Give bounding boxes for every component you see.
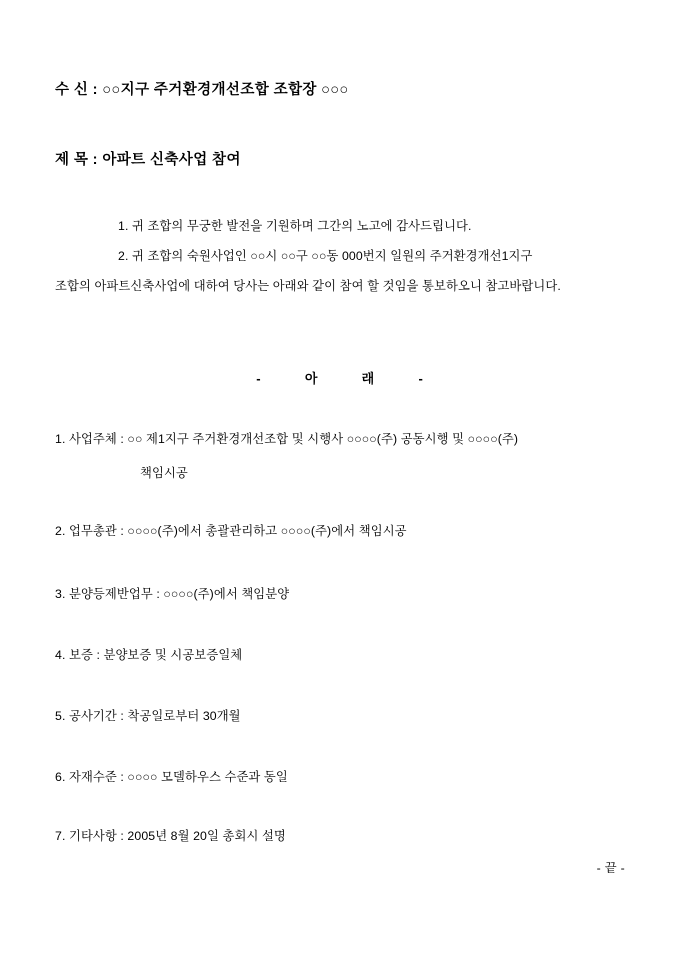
recipient-value: ○○지구 주거환경개선조합 조합장 ○○○ — [102, 82, 349, 98]
list-item — [55, 430, 635, 483]
list-item-text: 4. 보증 : 분양보증 및 시공보증일체 — [55, 648, 243, 662]
list-item-continuation: 책임시공 — [140, 465, 188, 480]
below-heading-dash-left: - — [256, 371, 262, 386]
end-mark: - 끝 - — [596, 861, 625, 875]
list-item-text: 7. 기타사항 : 2005년 8월 20일 총회시 설명 — [55, 829, 286, 843]
below-heading-word-2: 래 — [361, 371, 376, 386]
body-paragraph-2: 2. 귀 조합의 숙원사업인 ○○시 ○○구 ○○동 000번지 일원의 주거환경개선1지구 — [118, 249, 533, 263]
subject-line — [55, 148, 241, 169]
list-item-text: 5. 공사기간 : 착공일로부터 30개월 — [55, 709, 241, 723]
below-heading-dash-right: - — [418, 371, 424, 386]
list-item-text: 3. 분양등제반업무 : ○○○○(주)에서 책임분양 — [55, 587, 290, 601]
list-item — [55, 827, 635, 847]
subject-label: 제 목 : — [55, 152, 98, 168]
list-item — [55, 646, 635, 666]
subject-value: 아파트 신축사업 참여 — [102, 152, 241, 168]
list-item-text: 6. 자재수준 : ○○○○ 모델하우스 수준과 동일 — [55, 770, 288, 784]
body-paragraph-1: 1. 귀 조합의 무궁한 발전을 기원하며 그간의 노고에 감사드립니다. — [118, 219, 472, 233]
below-heading-word-1: 아 — [304, 371, 319, 386]
recipient-label: 수 신 : — [55, 82, 98, 98]
recipient-line — [55, 78, 349, 99]
list-item — [55, 585, 635, 605]
list-item-text: 2. 업무총관 : ○○○○(주)에서 총괄관리하고 ○○○○(주)에서 책임시공 — [55, 524, 407, 538]
list-item — [55, 768, 635, 788]
list-item-text: 1. 사업주체 : ○○ 제1지구 주거환경개선조합 및 시행사 ○○○○(주) 공동시행 및 ○○○○(주) — [55, 432, 519, 446]
below-heading — [0, 368, 680, 387]
list-item — [55, 522, 635, 542]
body-paragraph-2-continuation: 조합의 아파트신축사업에 대하여 당사는 아래와 같이 참여 할 것임을 통보하오니 참고바랍니다. — [55, 279, 561, 293]
list-item — [55, 707, 635, 727]
